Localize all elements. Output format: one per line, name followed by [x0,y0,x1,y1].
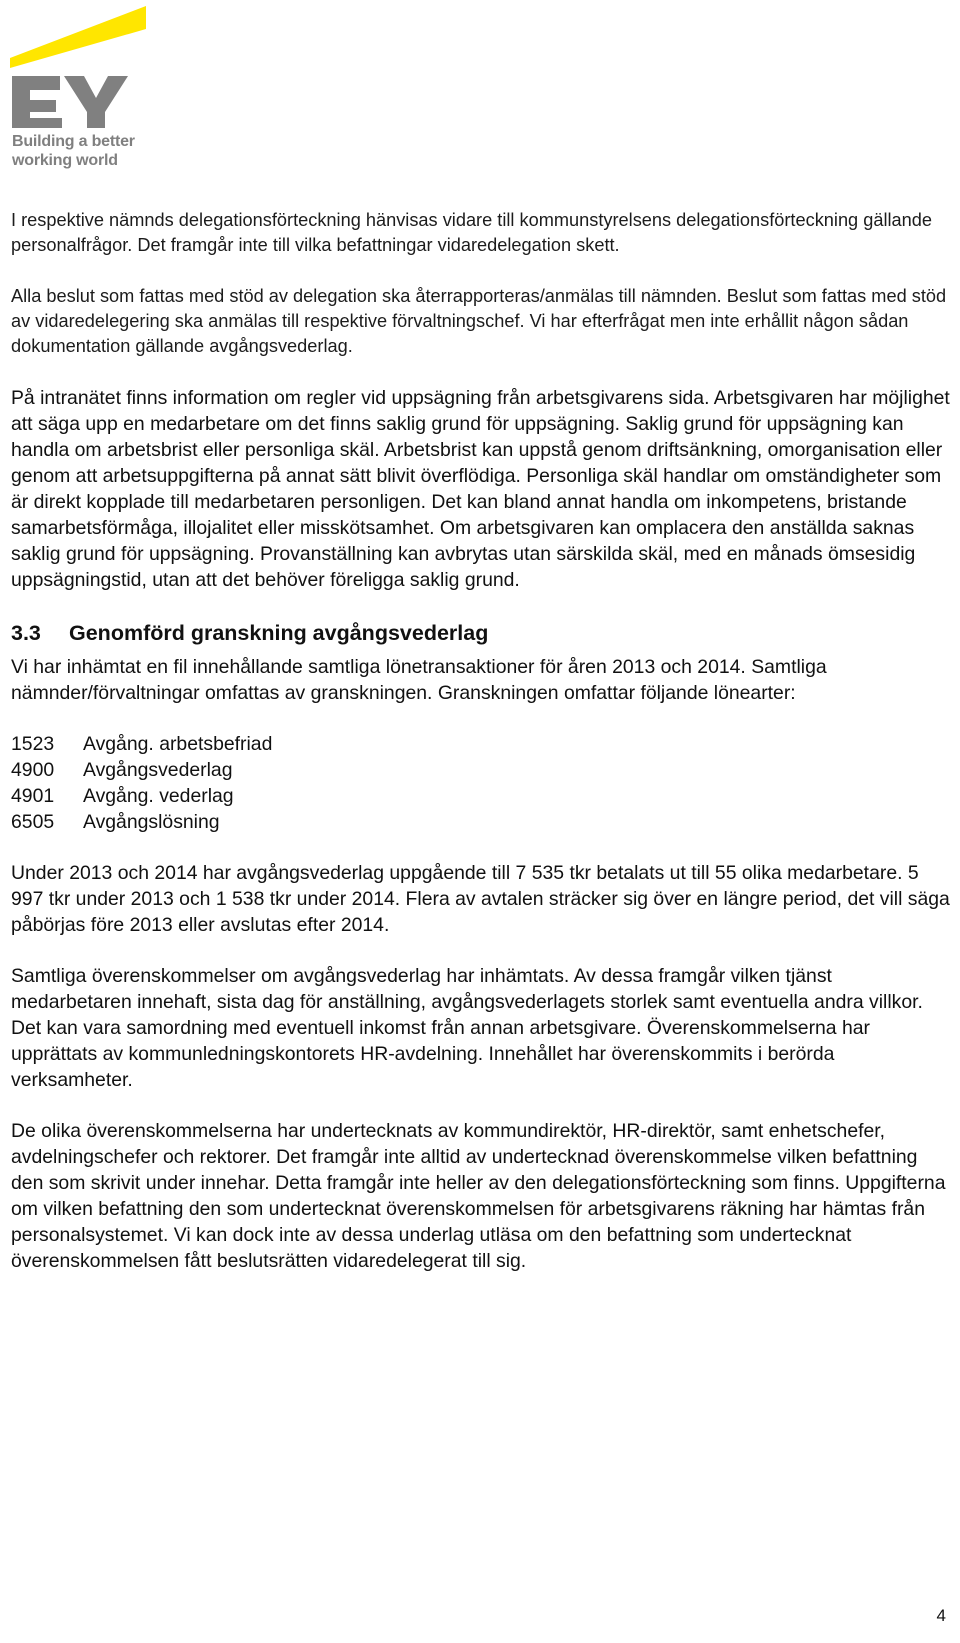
paragraph-scope: Vi har inhämtat en fil innehållande samtliga lönetransaktioner för åren 2013 och 2014. Samtliga nämnder/förvaltningar omfattas av granskningen. Granskningen omfattar följande lönearter: [11,656,827,704]
table-row [11,809,272,835]
paragraph-signatories: De olika överenskommelserna har undertecknats av kommundirektör, HR-direktör, samt enhetschefer, avdelningschefer och rektorer. Det framgår inte alltid av undertecknad överenskommelse vilken befattning den som skrivit under innehar. Detta framgår inte heller av den delegationsförteckning som finns. Uppgifterna om vilken befattning den som undertecknat överenskommelsen för arbetsgivarens räkning har hämtas från personalsystemet. Vi kan dock inte av dessa underlag utläsa om den befattning som undertecknat överenskommelsen fått beslutsrätten vidaredelegerat till sig. [11,1120,946,1272]
lonart-code: 4900 [11,759,55,781]
table-row [11,757,272,783]
paragraph-delegation-reference: I respektive nämnds delegationsförteckning hänvisas vidare till kommunstyrelsens delegationsförteckning gällande personalfrågor. Det framgår inte till vilka befattningar vidaredelegation skett. [11,210,932,255]
table-row [11,783,272,809]
lonearter-table [11,731,272,835]
paragraph-reporting: Alla beslut som fattas med stöd av delegation ska återrapporteras/anmälas till nämnden. Beslut som fattas med stöd av vidaredelegering ska anmälas till respektive förvaltningschef. Vi har efterfrågat men inte erhållit någon sådan dokumentation gällande avgångsvederlag. [11,286,947,356]
document-body [11,208,951,1274]
section-heading [11,619,951,654]
ey-logo-mark-icon [10,4,150,128]
section-title: Genomförd granskning avgångsvederlag [69,621,489,645]
paragraph-agreements: Samtliga överenskommelser om avgångsvederlag har inhämtats. Av dessa framgår vilken tjänst medarbetaren innehaft, sista dag för anställning, avgångsvederlagets storlek samt eventuella andra villkor. Det kan vara samordning med eventuell inkomst från annan arbetsgivare. Överenskommelserna har upprättats av kommunledningskontorets HR-avdelning. Innehållet har överenskommits i berörda verksamheter. [11,965,923,1091]
lonart-label: Avgång. arbetsbefriad [83,733,273,755]
lonart-code: 4901 [11,785,55,807]
lonart-code: 6505 [11,811,55,833]
section-number: 3.3 [11,621,41,645]
logo-tagline-line2: working world [12,152,118,169]
lonart-label: Avgångsvederlag [83,759,233,781]
paragraph-dismissal-rules: På intranätet finns information om regler vid uppsägning från arbetsgivarens sida. Arbetsgivaren har möjlighet att säga upp en medarbetare om det finns saklig grund för uppsägning. Saklig grund för uppsägning kan handla om arbetsbrist eller personliga skäl. Arbetsbrist kan uppstå genom driftsänkning, omorganisation eller genom att arbetsuppgifterna på annat sätt blivit överflödiga. Personliga skäl handlar om omständigheter som är direkt kopplade till medarbetaren personligen. Det kan bland annat handla om inkompetens, bristande samarbetsförmåga, illojalitet eller misskötsamhet. Om arbetsgivaren kan omplacera den anställda saknas saklig grund för uppsägning. Provanställning kan avbrytas utan särskilda skäl, med en månads ömsesidig uppsägningstid, utan att det behöver föreligga saklig grund. [11,387,950,591]
lonart-label: Avgångslösning [83,811,220,833]
ey-logo [10,4,160,172]
ey-logo-tagline [12,132,135,170]
logo-tagline-line1: Building a better [12,133,135,150]
paragraph-amounts: Under 2013 och 2014 har avgångsvederlag uppgående till 7 535 tkr betalats ut till 55 olika medarbetare. 5 997 tkr under 2013 och 1 538 tkr under 2014. Flera av avtalen sträcker sig över en längre period, det vill säga påbörjas före 2013 eller avslutas efter 2014. [11,862,950,936]
table-row [11,731,272,757]
page-number: 4 [936,1606,946,1625]
lonart-code: 1523 [11,733,55,755]
lonart-label: Avgång. vederlag [83,785,234,807]
